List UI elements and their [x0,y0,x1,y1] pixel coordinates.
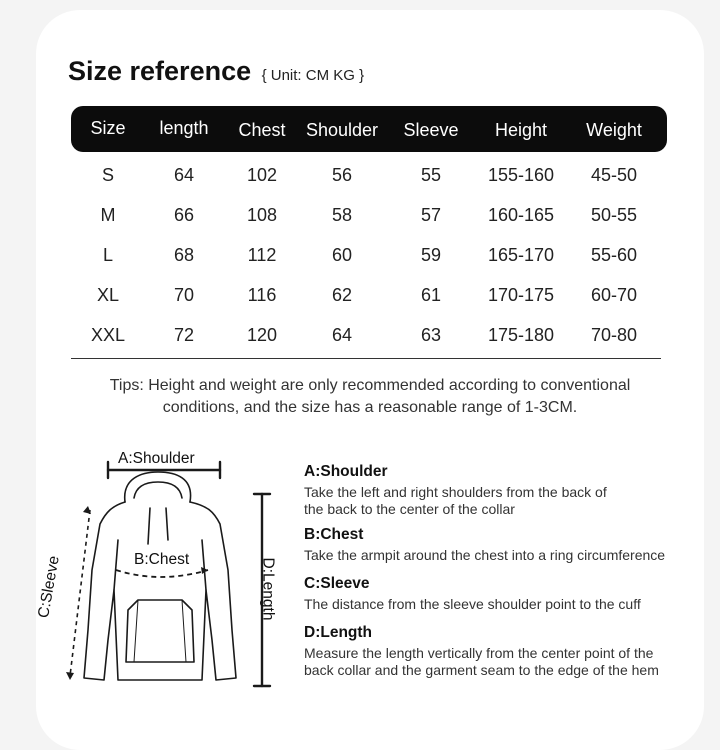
tips-line-1: Tips: Height and weight are only recommended according to conventional [109,377,631,394]
table-cell: 45-50 [590,165,638,185]
table-cell: 64 [173,165,195,185]
table-cell: 56 [331,165,353,185]
table-header-cell: Height [494,120,548,140]
table-cell: 165-170 [487,245,555,265]
table-cell: 50-55 [590,205,638,225]
measure-text-line: Take the armpit around the chest into a ring circumference [304,547,666,563]
measure-text-line: the back to the center of the collar [304,501,515,517]
measure-title: C:Sleeve [304,575,370,592]
measure-title: A:Shoulder [304,463,388,480]
table-cell: 170-175 [487,285,555,305]
measure-desc-chest [304,526,704,564]
table-header-cell: Size [90,118,126,138]
table-header-cell: length [159,118,209,138]
table-cell: 59 [420,245,442,265]
diagram-label-sleeve: C:Sleeve [35,554,63,620]
table-cell: 72 [173,325,195,345]
table-cell: 155-160 [487,165,555,185]
table-header-cell: Chest [238,120,286,140]
diagram-label-chest: B:Chest [134,551,190,568]
diagram-label-length: D:Length [259,557,277,621]
table-cell: 55 [420,165,442,185]
table-row-size-cell: XL [96,285,120,305]
table-row-size-cell: M [100,205,116,225]
table-cell: 120 [246,325,278,345]
measure-desc-shoulder [304,463,704,518]
measure-text-line: Take the left and right shoulders from the back of [304,484,607,500]
table-cell: 108 [246,205,278,225]
table-row-size-cell: XXL [90,325,126,345]
unit-label: { Unit: CM KG } [261,67,365,84]
tips-note [60,375,680,419]
table-row-size-cell: L [102,245,114,265]
table-cell: 62 [331,285,353,305]
table-cell: 102 [246,165,278,185]
title-block [68,56,364,87]
measure-title: D:Length [304,624,373,641]
table-cell: 60-70 [590,285,638,305]
measure-title: B:Chest [304,526,364,543]
measure-desc-sleeve [304,575,704,613]
diagram-label-shoulder: A:Shoulder [118,450,195,467]
table-cell: 58 [331,205,353,225]
table-bottom-rule [71,358,661,359]
measure-text-line: Measure the length vertically from the center point of the [304,645,654,661]
tips-line-2: conditions, and the size has a reasonable range of 1-3CM. [162,399,578,416]
table-cell: 55-60 [590,245,638,265]
measure-desc-length [304,624,704,679]
table-cell: 112 [247,245,277,265]
measure-text-line: The distance from the sleeve shoulder point to the cuff [304,596,641,612]
table-cell: 70 [173,285,195,305]
table-cell: 61 [420,285,442,305]
table-cell: 57 [420,205,442,225]
table-cell: 60 [331,245,353,265]
table-header-cell: Shoulder [305,120,379,140]
hoodie-diagram [30,440,300,700]
table-cell: 116 [247,285,277,305]
table-cell: 64 [331,325,353,345]
page-title: Size reference [68,56,252,86]
table-cell: 160-165 [487,205,555,225]
table-cell: 70-80 [590,325,638,345]
table-row-size-cell: S [101,165,115,185]
table-header-cell: Sleeve [403,120,459,140]
measure-text-line: back collar and the garment seam to the edge of the hem [304,662,659,678]
table-cell: 175-180 [487,325,555,345]
table-cell: 66 [173,205,195,225]
table-header-cell: Weight [586,120,642,140]
table-cell: 68 [173,245,195,265]
table-cell: 63 [420,325,442,345]
